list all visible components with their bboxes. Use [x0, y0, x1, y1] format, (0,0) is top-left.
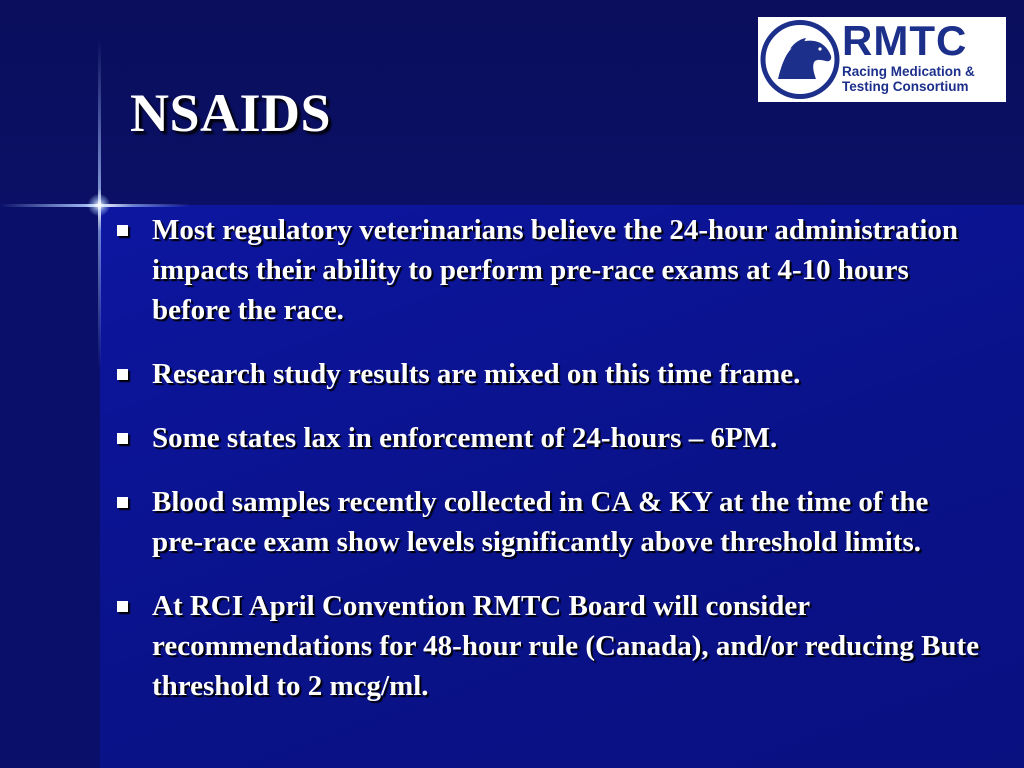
logo-wordmark: RMTC	[842, 17, 968, 64]
sparkle-star-icon	[88, 194, 110, 216]
square-bullet-icon	[117, 225, 128, 236]
bullet-text: Some states lax in enforcement of 24-hours – 6PM.	[152, 422, 778, 454]
bullet-list	[112, 210, 982, 730]
bullet-item	[112, 354, 982, 394]
bullet-item	[112, 418, 982, 458]
bullet-text: Blood samples recently collected in CA & KY at the time of the pre-race exam show levels significantly above threshold limits.	[152, 486, 929, 558]
left-margin-strip	[0, 205, 100, 768]
bullet-item	[112, 482, 982, 562]
horse-head-icon	[760, 19, 840, 100]
square-bullet-icon	[117, 497, 128, 508]
bullet-item	[112, 586, 982, 706]
bullet-text: Research study results are mixed on this time frame.	[152, 358, 801, 390]
slide-title: NSAIDS	[130, 83, 332, 143]
bullet-text: At RCI April Convention RMTC Board will consider recommendations for 48-hour rule (Canada), and/or reducing Bute threshold to 2 mcg/ml.	[152, 590, 980, 702]
bullet-text: Most regulatory veterinarians believe the 24-hour administration impacts their ability to perform pre-race exams at 4-10 hours before the race.	[152, 214, 959, 326]
rmtc-logo	[758, 17, 1006, 102]
logo-subtitle-line1: Racing Medication &	[842, 64, 975, 79]
square-bullet-icon	[117, 433, 128, 444]
logo-subtitle-line2: Testing Consortium	[842, 79, 969, 94]
bullet-item	[112, 210, 982, 330]
square-bullet-icon	[117, 369, 128, 380]
square-bullet-icon	[117, 601, 128, 612]
